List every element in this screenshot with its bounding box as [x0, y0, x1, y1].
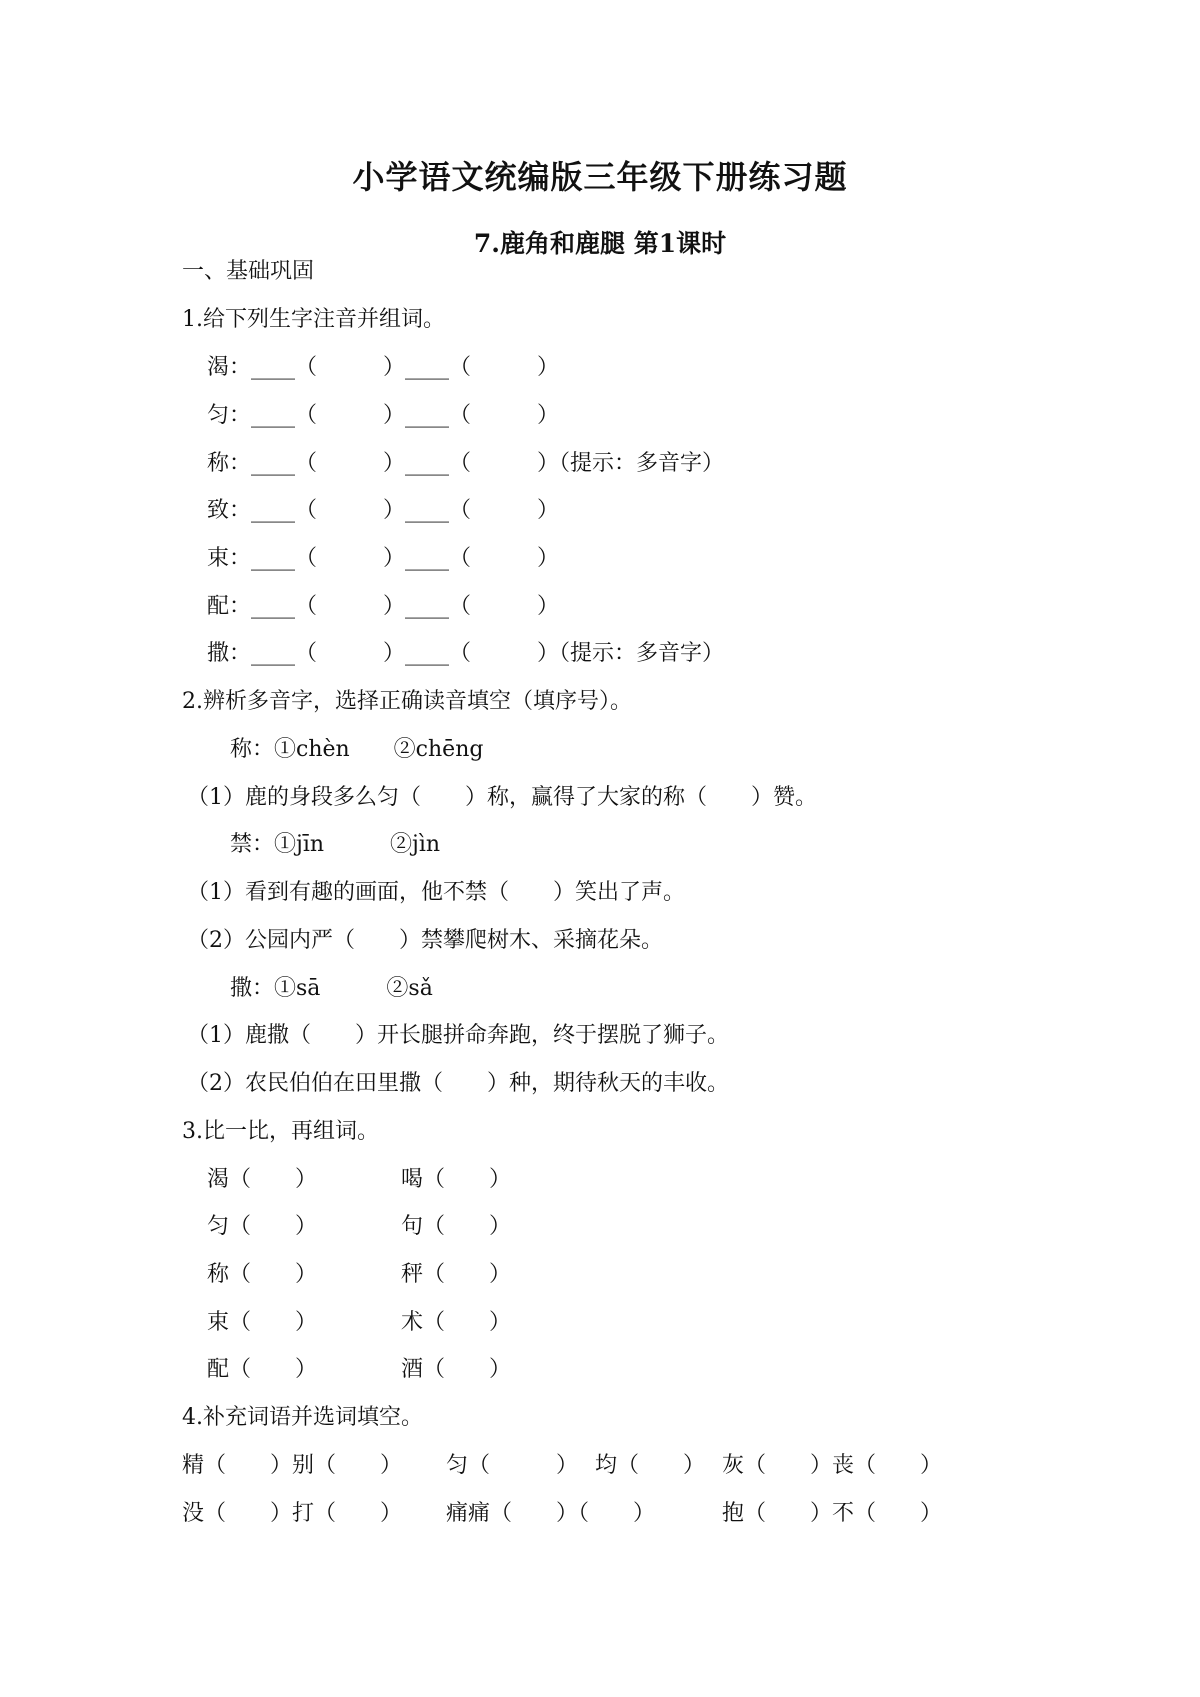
q1-row: 配：____（ ）____（ ）	[207, 594, 560, 619]
q3-left-item: 配（ ）	[207, 1357, 318, 1382]
q4-word-item: 痛痛（ ）（ ）	[446, 1501, 656, 1526]
q2-sentence: （1）鹿的身段多么匀（ ）称，赢得了大家的称（ ）赞。	[187, 785, 817, 810]
q1-row: 撒：____（ ）____（ ）（提示：多音字）	[207, 641, 725, 666]
q1-row: 束：____（ ）____（ ）	[207, 546, 560, 571]
page-title: 小学语文统编版三年级下册练习题	[352, 158, 848, 196]
q3-right-item: 术（ ）	[401, 1310, 512, 1335]
q4-word-item: 没（ ）打（ ）	[182, 1501, 403, 1526]
q4-word-item: 匀（ ）	[446, 1453, 579, 1478]
q3-left-item: 匀（ ）	[207, 1214, 318, 1239]
q2-sentence: （1）看到有趣的画面，他不禁（ ）笑出了声。	[187, 880, 685, 905]
q3-right-item: 酒（ ）	[401, 1357, 512, 1382]
q2-reading-options: 撒：①sā ②sǎ	[230, 976, 433, 1001]
q1-row: 称：____（ ）____（ ）（提示：多音字）	[207, 451, 725, 476]
q1-row: 致：____（ ）____（ ）	[207, 498, 560, 523]
q3-left-item: 称（ ）	[207, 1262, 318, 1287]
q4-word-item: 抱（ ）不（ ）	[722, 1501, 943, 1526]
question-1-prompt: 1.给下列生字注音并组词。	[182, 307, 445, 332]
q2-reading-options: 称：①chèn ②chēng	[230, 737, 484, 762]
q4-word-item: 均（ ）	[595, 1453, 706, 1478]
question-4-prompt: 4.补充词语并选词填空。	[182, 1405, 423, 1430]
q3-right-item: 句（ ）	[401, 1214, 512, 1239]
q2-sentence: （1）鹿撒（ ）开长腿拼命奔跑，终于摆脱了狮子。	[187, 1023, 729, 1048]
q2-sentence: （2）公园内严（ ）禁攀爬树木、采摘花朵。	[187, 928, 663, 953]
q3-right-item: 秤（ ）	[401, 1262, 512, 1287]
q2-sentence: （2）农民伯伯在田里撒（ ）种，期待秋天的丰收。	[187, 1071, 729, 1096]
q3-left-item: 束（ ）	[207, 1310, 318, 1335]
q4-word-item: 灰（ ）丧（ ）	[722, 1453, 943, 1478]
q4-word-item: 精（ ）别（ ）	[182, 1453, 403, 1478]
section-heading: 一、基础巩固	[182, 259, 315, 284]
question-3-prompt: 3.比一比，再组词。	[182, 1119, 379, 1144]
q2-reading-options: 禁：①jīn ②jìn	[230, 832, 441, 857]
q1-row: 渴：____（ ）____（ ）	[207, 355, 560, 380]
q1-row: 匀：____（ ）____（ ）	[207, 403, 560, 428]
lesson-subtitle: 7.鹿角和鹿腿 第1课时	[473, 229, 727, 258]
question-2-prompt: 2.辨析多音字，选择正确读音填空（填序号）。	[182, 689, 632, 714]
q3-right-item: 喝（ ）	[401, 1167, 512, 1192]
q3-left-item: 渴（ ）	[207, 1167, 318, 1192]
